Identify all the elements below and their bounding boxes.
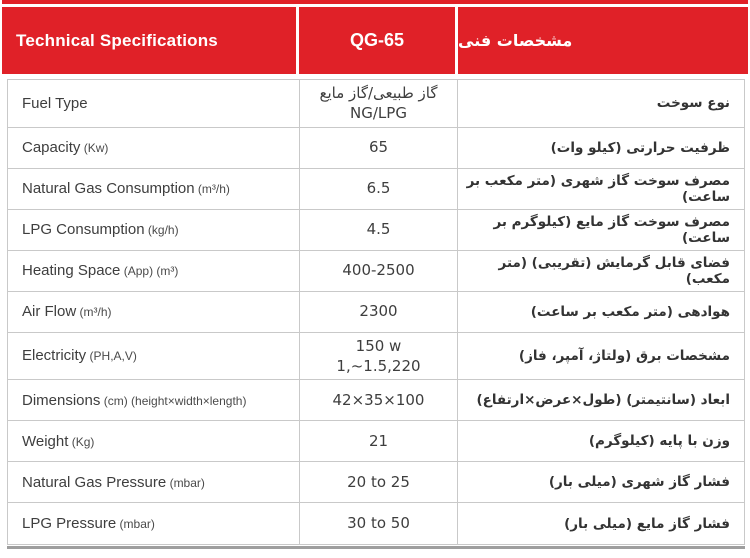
spec-label-en-cell [8,80,299,127]
spec-value-cell [299,169,457,209]
spec-value-cell [299,333,457,380]
spec-table-body [8,80,744,544]
spec-value-line: گاز طبیعی/گاز مایع [319,84,438,102]
spec-label-en: Dimensions [22,391,101,409]
spec-value-line: 6.5 [366,179,391,198]
spec-label-en-cell [8,251,299,291]
spec-value-line: 21 [368,431,389,450]
spec-label-en: Heating Space [22,262,121,279]
spec-label-en-unit: (Kw) [80,141,109,155]
spec-label-en-cell [8,380,299,420]
spec-label-en-unit: (m³/h) [76,305,112,319]
spec-label-fa: نوع سوخت [457,80,744,127]
spec-value-cell [299,128,457,168]
spec-label-en: LPG Consumption [22,221,145,238]
spec-label-en-cell [8,292,299,332]
spec-label-en-unit: (Kg) [68,434,95,449]
spec-label-en-unit: (cm) (height×width×length) [100,393,247,408]
spec-label-en-unit: (kg/h) [144,223,179,237]
table-row [8,210,744,251]
spec-value-line: 30 to 50 [347,514,410,533]
spec-value-cell [299,251,457,291]
spec-value-line: NG/LPG [350,104,407,123]
spec-value-cell [299,462,457,502]
spec-label-en-cell [8,503,299,544]
spec-label-en: Natural Gas Pressure [22,473,167,491]
table-row [8,462,744,503]
spec-value-line: 2300 [359,302,398,321]
spec-table [7,79,745,545]
spec-value-line: 20 to 25 [347,472,410,491]
spec-label-fa: مصرف سوخت گاز مایع (کیلوگرم بر ساعت) [457,210,744,250]
table-row [8,421,744,462]
spec-label-en: Air Flow [22,303,77,320]
spec-value-line: 400-2500 [342,261,415,280]
spec-value-line: 150 w [355,336,402,355]
spec-label-fa: فشار گاز مایع (میلی بار) [457,503,744,544]
spec-value-cell [299,80,457,127]
spec-label-en-unit: (App) (m³) [120,264,179,278]
spec-label-en: Electricity [22,347,87,365]
table-row [8,503,744,544]
table-row [8,251,744,292]
table-row [8,80,744,128]
bottom-gray-divider [7,546,745,549]
header-title-en: Technical Specifications [2,7,296,74]
spec-label-fa: ظرفیت حرارتی (کیلو وات) [457,128,744,168]
spec-label-en: Weight [22,432,69,450]
table-row [8,292,744,333]
spec-label-en-unit: (m³/h) [194,182,230,196]
table-row [8,380,744,421]
spec-label-fa: فشار گاز شهری (میلی بار) [457,462,744,502]
spec-value-line: 65 [368,138,389,157]
spec-label-en-unit: (PH,A,V) [86,349,137,364]
spec-label-en: Fuel Type [22,94,88,112]
spec-value-cell [299,421,457,461]
header-title-fa: مشخصات فنی [458,7,748,74]
spec-label-en: LPG Pressure [22,515,117,532]
table-header [2,7,748,74]
spec-label-en-cell [8,333,299,380]
spec-label-fa: فضای قابل گرمایش (تقریبی) (متر مکعب) [457,251,744,291]
spec-value-line: 4.5 [366,220,391,239]
spec-label-en-cell [8,462,299,502]
spec-value-cell [299,292,457,332]
spec-value-line: 42×35×100 [332,390,425,409]
spec-label-en-cell [8,421,299,461]
spec-value-cell [299,210,457,250]
spec-label-en: Capacity [22,139,81,156]
table-row [8,128,744,169]
header-model-badge: QG-65 [299,7,455,74]
spec-value-line: 1,~1.5,220 [336,356,421,375]
table-row [8,169,744,210]
spec-label-en-cell [8,210,299,250]
spec-label-fa: مشخصات برق (ولتاژ، آمپر، فاز) [457,333,744,380]
spec-label-en-cell [8,169,299,209]
spec-label-en-unit: (mbar) [166,475,205,490]
spec-label-fa: وزن با پایه (کیلوگرم) [457,421,744,461]
spec-label-fa: مصرف سوخت گاز شهری (متر مکعب بر ساعت) [457,169,744,209]
spec-value-cell [299,380,457,420]
spec-value-cell [299,503,457,544]
spec-label-en-unit: (mbar) [116,517,155,531]
spec-label-en-cell [8,128,299,168]
spec-label-fa: ابعاد (سانتیمتر) (طول×عرض×ارتفاع) [457,380,744,420]
spec-label-en: Natural Gas Consumption [22,180,195,197]
spec-label-fa: هوادهی (متر مکعب بر ساعت) [457,292,744,332]
table-row [8,333,744,381]
